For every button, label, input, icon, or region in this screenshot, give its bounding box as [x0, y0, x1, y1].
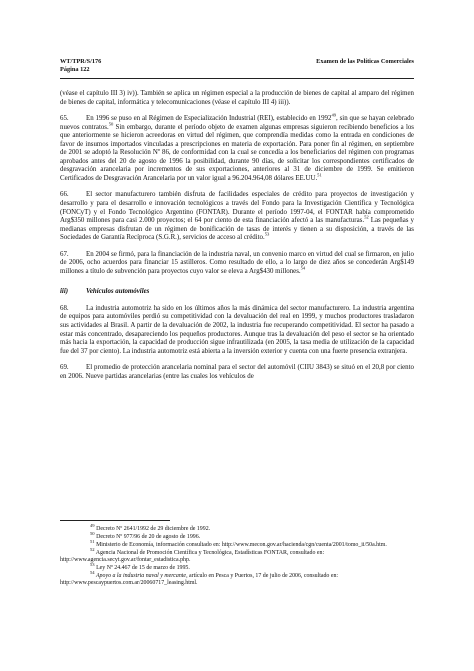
- header-left: [60, 58, 101, 74]
- section-number: iii): [60, 288, 69, 296]
- footnote-number: 54: [90, 569, 95, 575]
- document-symbol: WT/TPR/S/176: [60, 58, 102, 65]
- document-body: [60, 90, 414, 389]
- footnote-text: Decreto Nº 2641/1992 de 29 diciembre de 1992.: [94, 526, 211, 532]
- paragraph-text: Las pequeñas y medianas empresas disfrutan de un régimen de bonificación de tasas de interés y tienen a su disposición, a través de las Sociedades de Garantía Recíproca (S.G.R.), servicios de acceso al crédito.: [60, 217, 414, 242]
- footnote-number: 51: [90, 538, 95, 544]
- paragraph-65: [60, 112, 414, 183]
- paragraph-text: El promedio de protección arancelaria nominal para el sector del automóvil (CIIU 3843) se situó en el 20,8 por ciento en 2006. Nueve partidas arancelarias (entre las cuales los vehículos de: [60, 364, 414, 380]
- footnote-article-title: Apoyo a la industria naval y mercante: [94, 572, 187, 579]
- footnotes: [60, 523, 414, 588]
- paragraph-text: (véase el capítulo III 3) iv)). También se aplica un régimen especial a la producción de bienes de capital al amparo del régimen de bienes de capital, informática y telecomunicaciones (véase el capítulo III 4) iii)).: [60, 90, 414, 106]
- paragraph-69: [60, 364, 414, 381]
- page-number: Página 122: [60, 66, 90, 73]
- paragraph-66: [60, 191, 414, 242]
- paragraph-number: 68.: [60, 304, 69, 312]
- paragraph-text: , sin que se hayan celebrado nuevos contratos.: [60, 115, 414, 131]
- paragraph-number: 66.: [60, 191, 69, 199]
- footnote-ref[interactable]: 51: [317, 172, 322, 178]
- footnote-ref[interactable]: 53: [264, 231, 270, 237]
- paragraph-continuation: [60, 90, 414, 107]
- footnote-54: [60, 569, 414, 588]
- paragraph-text: En 2004 se firmó, para la financiación de la industria naval, un convenio marco en virtud del cual se firmaron, en julio de 2006, ocho acuerdos para financiar 15 astilleros. Como resultado de ello, a lo largo de diez años se concederán Arg$149 millones a título de subvención para proyectos cuyo valor se eleva a Arg$430 millones.: [60, 250, 414, 275]
- footnote-text: Decreto Nº 977/96 de 20 de agosto de 1996.: [94, 533, 201, 540]
- footnote-number: 52: [90, 546, 95, 552]
- footnote-text: Ley Nº 24.467 de 15 de marzo de 1995.: [94, 564, 190, 571]
- section-heading: [60, 288, 414, 297]
- paragraph-number: 67.: [60, 250, 69, 258]
- paragraph-number: 69.: [60, 364, 69, 372]
- footnote-ref[interactable]: 49: [331, 112, 337, 118]
- paragraph-67: [60, 251, 414, 277]
- paragraph-text: Sin embargo, durante el período objeto de examen algunas empresas siguieron recibiendo beneficios a los que anteriormente se hicieron acreedoras en virtud del régimen, que comprendía medidas como la entrada en condiciones de favor de insumos importados vinculadas a prescripciones en materia de exportación. Para poner fin al régimen, en septiembre de 2001 se adoptó la Resolución Nº 86, de conformidad con la cual se concedía a los beneficiarios del régimen con programas aprobados antes del 20 de agosto de 1996 la posibilidad, durante 90 días, de solicitar los correspondientes certificados de desgravación arancelaria por incrementos de sus exportaciones, anteriores al 31 de diciembre de 1999. Se emitieron Certificados de Desgravación Arancelaria por un valor igual a 96.204.964,08 dólares EE.UU.: [60, 123, 414, 182]
- footnote-text[interactable]: , artículo en Pesca y Puertos, 17 de julio de 2006, consultado en: http://www.pescaypuertos.com.ar/20060717_leasing.html.: [60, 572, 339, 587]
- footnote-number: 53: [90, 561, 95, 567]
- header-title: Examen de las Políticas Comerciales: [316, 58, 414, 65]
- footnote-ref[interactable]: 52: [364, 214, 369, 220]
- footnote-50: [60, 530, 414, 541]
- footnote-ref[interactable]: 54: [300, 265, 306, 271]
- footnote-text[interactable]: Ministerio de Economía, información consultado en: http://www.mecon.gov.ar/hacienda/cgn/cuenta/2001/tomo_ii/50a.htm.: [94, 541, 387, 548]
- footnote-text[interactable]: Agencia Nacional de Promoción Científica y Tecnológica, Estadísticas FONTAR, consultado en: http://www.agencia.secyt.gov.ar/fontar_estadistica.php.: [60, 549, 325, 563]
- paragraph-text: La industria automotriz ha sido en los últimos años la más dinámica del sector manufacturero. La industria argentina de equipos para automóviles perdió su competitividad con la devaluación del real en 1999, y muchos productores trasladaron sus actividades al Brasil. A partir de la devaluación de 2002, la industria fue recuperando competitividad. El sector ha pasado a estar más concentrado, desapareciendo los pequeños productores. Aunque tras la devaluación del peso el sector se ha orientado más hacia la exportación, la capacidad de producción sigue infrautilizada (en 2005, la tasa media de utilización de la capacidad fue del 37 por ciento). La industria automotriz está abierta a la inversión exterior y cuenta con una fuerte presencia extranjera.: [60, 304, 414, 355]
- footnote-number: 49: [90, 523, 95, 529]
- paragraph-text: El sector manufacturero también disfruta de facilidades especiales de crédito para proyectos de investigación y desarrollo y para el desarrollo e innovación tecnológicos a través del Fondo para la Investigación Científica y Tecnológica (FONCyT) y el Fondo Tecnológico Argentino (FONTAR). Durante el período 1997-04, el FONTAR había comprometido Arg$350 millones para casi 2.000 proyectos; el 64 por ciento de esta financiación afectó a las manufacturas.: [60, 191, 414, 225]
- paragraph-text: En 1996 se puso en al Régimen de Especialización Industrial (REI), establecido en 1992: [86, 115, 332, 123]
- footnote-separator: [60, 520, 170, 521]
- paragraph-number: 65.: [60, 115, 69, 123]
- section-title: Vehículos automóviles: [86, 288, 150, 296]
- paragraph-68: [60, 305, 414, 356]
- footnote-number: 50: [90, 530, 95, 536]
- footnote-53: [60, 561, 414, 572]
- footnote-51: [60, 538, 414, 549]
- footnote-ref[interactable]: 50: [108, 121, 114, 127]
- header-rule: [60, 78, 414, 79]
- footnote-52: [60, 546, 414, 565]
- footnote-49: [60, 523, 414, 533]
